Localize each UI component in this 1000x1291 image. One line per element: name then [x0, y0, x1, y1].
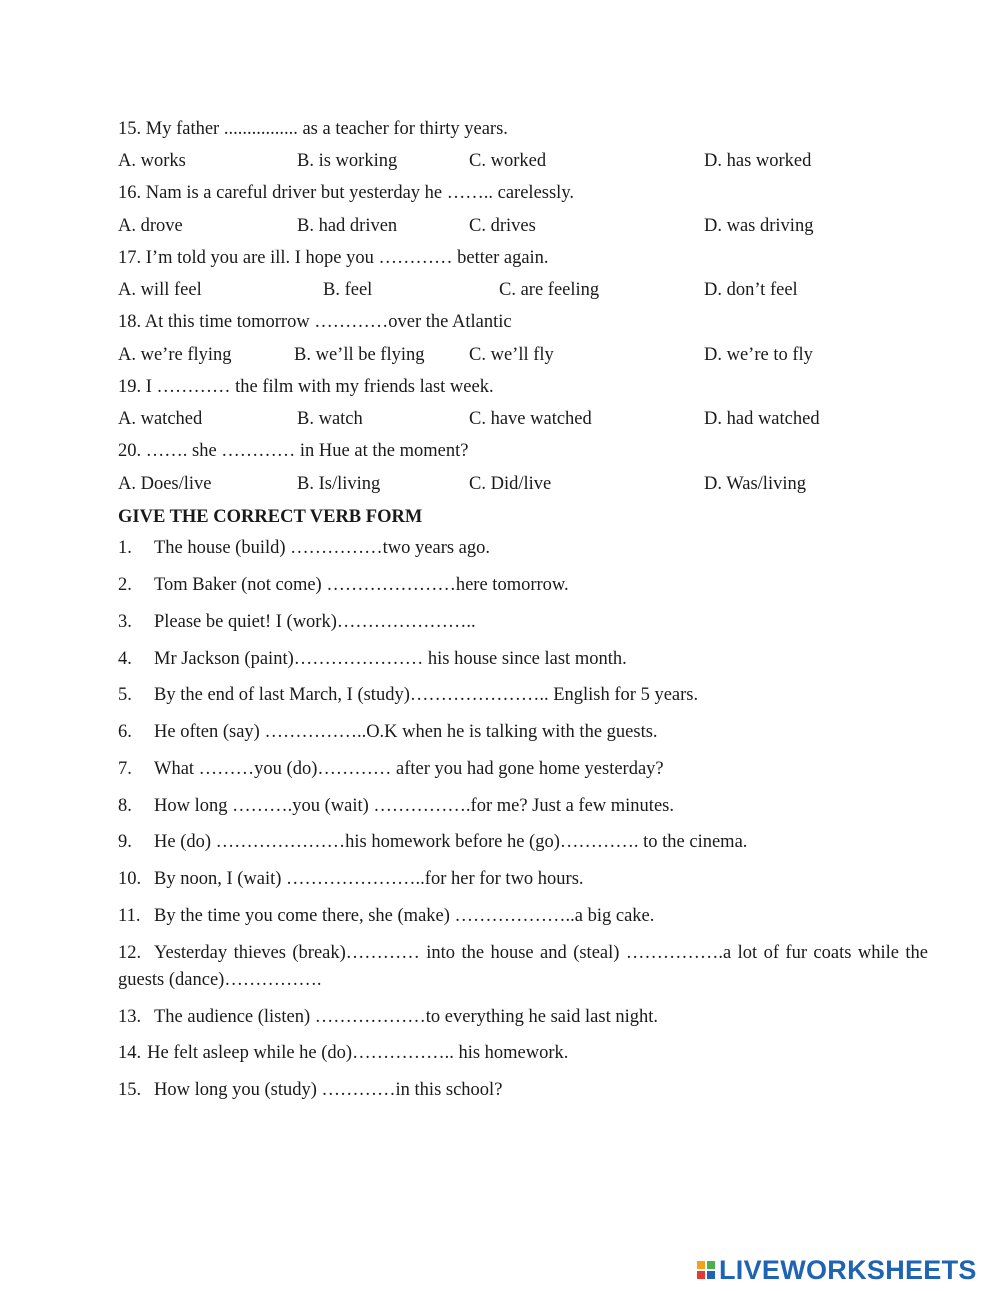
option-b[interactable]: B. Is/living: [297, 474, 381, 494]
option-a[interactable]: A. we’re flying: [118, 345, 232, 365]
option-d[interactable]: D. had watched: [704, 409, 820, 429]
options-19: [0, 408, 1000, 430]
verb-item: [118, 574, 569, 596]
question-19: 19. I ………… the film with my friends last week.: [118, 377, 494, 397]
item-text: He (do) …………………his homework before he (go)…………. to the cinema.: [154, 832, 748, 852]
question-17: 17. I’m told you are ill. I hope you ………… better again.: [118, 248, 549, 268]
verb-item: [118, 868, 584, 890]
question-18: 18. At this time tomorrow …………over the Atlantic: [118, 312, 512, 332]
item-number: 12.: [118, 943, 142, 963]
option-a[interactable]: A. drove: [118, 216, 183, 236]
option-d[interactable]: D. Was/living: [704, 474, 806, 494]
option-c[interactable]: C. drives: [469, 216, 536, 236]
item-number: 13.: [118, 1007, 142, 1027]
item-number: 1.: [118, 538, 132, 558]
verb-item: [118, 721, 658, 743]
verb-item: [118, 1079, 502, 1101]
item-number: 15.: [118, 1080, 142, 1100]
option-c[interactable]: C. are feeling: [499, 280, 600, 300]
item-number: 8.: [118, 796, 132, 816]
logo-blocks-icon: [697, 1261, 715, 1279]
liveworksheets-logo: [697, 1255, 977, 1285]
option-a[interactable]: A. works: [118, 151, 186, 171]
option-d[interactable]: D. we’re to fly: [704, 345, 813, 365]
question-15: 15. My father ................ as a teacher for thirty years.: [118, 119, 508, 139]
option-d[interactable]: D. has worked: [704, 151, 812, 171]
item-text: He felt asleep while he (do)…………….. his homework.: [147, 1043, 569, 1063]
item-number: 3.: [118, 612, 132, 632]
option-a[interactable]: A. Does/live: [118, 474, 212, 494]
verb-item: [118, 831, 747, 853]
option-d[interactable]: D. was driving: [704, 216, 814, 236]
item-text: The house (build) ……………two years ago.: [154, 538, 491, 558]
item-text: By noon, I (wait) …………………..for her for two hours.: [154, 869, 584, 889]
options-16: [0, 215, 1000, 237]
item-text: By the end of last March, I (study)………………….. English for 5 years.: [154, 685, 699, 705]
verb-item: [118, 1042, 568, 1064]
option-c[interactable]: C. worked: [469, 151, 547, 171]
verb-item: [118, 758, 664, 780]
option-a[interactable]: A. will feel: [118, 280, 202, 300]
item-text: Yesterday thieves (break)………… into the house and (steal) …………….a lot of fur coats while the guests (dance)…………….: [118, 943, 928, 990]
logo-text: LIVEWORKSHEETS: [719, 1255, 977, 1285]
item-text: What ………you (do)………… after you had gone home yesterday?: [154, 759, 664, 779]
item-text: The audience (listen) ………………to everything he said last night.: [154, 1007, 659, 1027]
item-text: How long ……….you (wait) …………….for me? Just a few minutes.: [154, 796, 674, 816]
verb-item: [118, 684, 698, 706]
options-18: [0, 344, 1000, 366]
item-number: 9.: [118, 832, 132, 852]
verb-item: [118, 648, 627, 670]
item-text: Please be quiet! I (work)…………………..: [154, 612, 476, 632]
item-text: Mr Jackson (paint)………………… his house since last month.: [154, 649, 627, 669]
options-17: [0, 279, 1000, 301]
section-heading: GIVE THE CORRECT VERB FORM: [118, 507, 423, 527]
question-20: 20. ……. she ………… in Hue at the moment?: [118, 441, 469, 461]
option-b[interactable]: B. had driven: [297, 216, 398, 236]
verb-item: [118, 611, 476, 633]
verb-item: [118, 940, 928, 994]
option-d[interactable]: D. don’t feel: [704, 280, 798, 300]
verb-item: [118, 537, 490, 559]
option-b[interactable]: B. we’ll be flying: [294, 345, 425, 365]
item-text: By the time you come there, she (make) ………………..a big cake.: [154, 906, 655, 926]
option-a[interactable]: A. watched: [118, 409, 203, 429]
options-20: [0, 473, 1000, 495]
item-number: 6.: [118, 722, 132, 742]
item-text: How long you (study) …………in this school?: [154, 1080, 503, 1100]
option-c[interactable]: C. we’ll fly: [469, 345, 554, 365]
option-c[interactable]: C. have watched: [469, 409, 592, 429]
item-number: 7.: [118, 759, 132, 779]
item-text: He often (say) ……………..O.K when he is talking with the guests.: [154, 722, 658, 742]
item-number: 4.: [118, 649, 132, 669]
question-16: 16. Nam is a careful driver but yesterday he …….. carelessly.: [118, 183, 574, 203]
item-number: 10.: [118, 869, 142, 889]
option-b[interactable]: B. is working: [297, 151, 398, 171]
verb-item: [118, 795, 674, 817]
option-b[interactable]: B. watch: [297, 409, 363, 429]
item-number: 2.: [118, 575, 132, 595]
item-text: Tom Baker (not come) …………………here tomorrow.: [154, 575, 569, 595]
option-c[interactable]: C. Did/live: [469, 474, 552, 494]
item-number: 14.: [118, 1043, 142, 1063]
item-number: 5.: [118, 685, 132, 705]
option-b[interactable]: B. feel: [323, 280, 373, 300]
item-number: 11.: [118, 906, 141, 926]
options-15: [0, 150, 1000, 172]
verb-item: [118, 1006, 658, 1028]
verb-item: [118, 905, 654, 927]
